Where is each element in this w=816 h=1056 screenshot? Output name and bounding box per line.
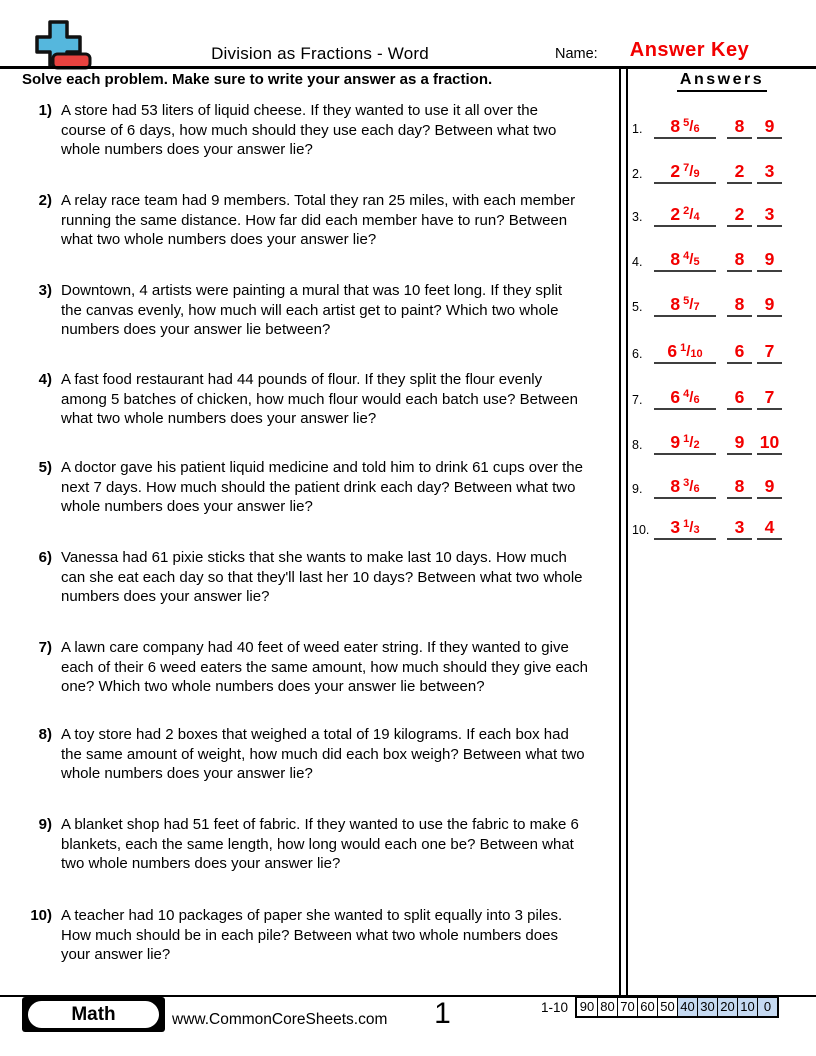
answer-lower-bound: 6	[727, 338, 752, 364]
answer-lower-bound: 8	[727, 291, 752, 317]
answer-number: 2.	[632, 167, 643, 181]
problem-item	[22, 548, 583, 607]
problem-item	[22, 370, 578, 429]
answer-number: 1.	[632, 122, 643, 136]
score-range-label: 1-10	[540, 1000, 568, 1015]
problem-text: A blanket shop had 51 feet of fabric. If they wanted to use the fabric to make 6 blankets, each the same length, how long would each one be? Between what two whole numbers does your answer lie?	[61, 816, 579, 872]
problem-item	[22, 725, 585, 784]
answer-lower-bound: 8	[727, 246, 752, 272]
answer-lower-bound: 8	[727, 113, 752, 139]
answer-number: 7.	[632, 393, 643, 407]
answer-number: 10.	[632, 523, 650, 537]
answer-number: 9.	[632, 482, 643, 496]
score-cell: 20	[717, 998, 737, 1016]
answer-fraction: 3 $^1$ / 3	[654, 514, 716, 540]
subject-badge	[22, 997, 165, 1032]
answer-fraction: 6 $^1$ / 10	[654, 338, 716, 364]
answer-row	[620, 244, 816, 272]
answer-upper-bound: 9	[757, 246, 782, 272]
answer-fraction: 8 $^5$ / 6	[654, 113, 716, 139]
answer-upper-bound: 10	[757, 429, 782, 455]
answer-fraction: 9 $^1$ / 2	[654, 429, 716, 455]
answer-lower-bound: 8	[727, 473, 752, 499]
problem-text: Downtown, 4 artists were painting a mural that was 10 feet long. If they split the canvas evenly, how much will each artist get to paint? Which two whole numbers does your answer lie between?	[61, 282, 563, 338]
answer-lower-bound: 2	[727, 201, 752, 227]
answer-row	[620, 156, 816, 184]
answer-upper-bound: 7	[757, 338, 782, 364]
answer-row	[620, 427, 816, 455]
score-cell: 10	[737, 998, 757, 1016]
answer-lower-bound: 6	[727, 384, 752, 410]
problem-number: 9)	[38, 816, 52, 833]
score-cell: 90	[579, 999, 595, 1014]
score-cell: 40	[677, 998, 697, 1016]
problem-number: 6)	[38, 549, 52, 566]
website-text: www.CommonCoreSheets.com	[172, 1011, 388, 1028]
problem-text: A toy store had 2 boxes that weighed a total of 19 kilograms. If each box had the same amount of weight, how much did each box weigh? Between what two whole numbers does your answer lie?	[61, 726, 585, 782]
problem-item	[22, 281, 562, 340]
answer-upper-bound: 9	[757, 291, 782, 317]
answer-fraction: 2 $^2$ / 4	[654, 201, 716, 227]
answer-upper-bound: 7	[757, 384, 782, 410]
answer-fraction: 8 $^3$ / 6	[654, 473, 716, 499]
answer-row	[620, 199, 816, 227]
answer-lower-bound: 2	[727, 158, 752, 184]
answer-number: 6.	[632, 347, 643, 361]
answer-upper-bound: 3	[757, 158, 782, 184]
header-rule	[0, 66, 816, 69]
problem-number: 8)	[38, 726, 52, 743]
problem-number: 2)	[38, 192, 52, 209]
score-cell: 60	[637, 998, 657, 1016]
problem-text: A lawn care company had 40 feet of weed eater string. If they wanted to give each of their 6 weed eaters the same amount, how much should they give each one? Which two whole numbers does your answer lie between?	[61, 639, 588, 695]
answer-row	[620, 382, 816, 410]
problem-text: Vanessa had 61 pixie sticks that she wants to make last 10 days. How much can she eat each day so that they'll last her 10 days? Between what two whole numbers does your answer lie?	[61, 549, 583, 605]
answer-number: 4.	[632, 255, 643, 269]
answer-number: 3.	[632, 210, 643, 224]
problem-number: 10)	[30, 907, 52, 924]
answer-lower-bound: 9	[727, 429, 752, 455]
score-cell: 0	[757, 998, 777, 1016]
problem-number: 4)	[38, 371, 52, 388]
problem-item	[22, 638, 588, 697]
answer-upper-bound: 3	[757, 201, 782, 227]
score-cell: 70	[617, 998, 637, 1016]
answer-upper-bound: 4	[757, 514, 782, 540]
score-cell: 50	[657, 998, 677, 1016]
score-cell: 80	[597, 998, 617, 1016]
answer-number: 5.	[632, 300, 643, 314]
problem-text: A relay race team had 9 members. Total they ran 25 miles, with each member running the same distance. How far did each member have to run? Between what two whole numbers does your answer lie?	[61, 192, 576, 248]
subject-badge-label: Math	[28, 1001, 159, 1028]
instruction-text: Solve each problem. Make sure to write your answer as a fraction.	[22, 71, 493, 88]
name-label: Name:	[555, 46, 598, 62]
answer-row	[620, 111, 816, 139]
score-cell: 30	[697, 998, 717, 1016]
answer-row	[620, 471, 816, 499]
answer-fraction: 6 $^4$ / 6	[654, 384, 716, 410]
grading-scale-table	[575, 996, 779, 1018]
problem-number: 3)	[38, 282, 52, 299]
problem-text: A store had 53 liters of liquid cheese. If they wanted to use it all over the course of 6 days, how much should they use each day? Between what two whole numbers does your answer lie?	[61, 102, 557, 158]
problem-item	[22, 191, 575, 250]
problem-item	[22, 906, 562, 965]
problem-item	[22, 815, 579, 874]
answer-fraction: 8 $^4$ / 5	[654, 246, 716, 272]
answer-key-label: Answer Key	[629, 39, 750, 61]
problem-text: A fast food restaurant had 44 pounds of flour. If they split the flour evenly among 5 batches of chicken, how much flour would each batch use? Between what two whole numbers does your answer lie?	[61, 371, 578, 427]
answer-lower-bound: 3	[727, 514, 752, 540]
problem-text: A teacher had 10 packages of paper she wanted to split equally into 3 piles. How much should be in each pile? Between what two whole numbers does your answer lie?	[61, 907, 563, 963]
answer-upper-bound: 9	[757, 473, 782, 499]
answer-fraction: 8 $^5$ / 7	[654, 291, 716, 317]
problem-text: A doctor gave his patient liquid medicine and told him to drink 61 cups over the next 7 days. How much should the patient drink each day? Between what two whole numbers does your answer lie?	[61, 459, 583, 515]
page-title: Division as Fractions - Word	[211, 44, 429, 63]
answers-heading: Answers	[628, 71, 816, 92]
problem-number: 1)	[38, 102, 52, 119]
answer-row	[620, 336, 816, 364]
problem-item	[22, 101, 556, 160]
problem-number: 7)	[38, 639, 52, 656]
problem-item	[22, 458, 583, 517]
answer-row	[620, 289, 816, 317]
answer-row	[620, 512, 816, 540]
page-number: 1	[434, 997, 451, 1030]
answer-fraction: 2 $^7$ / 9	[654, 158, 716, 184]
answer-upper-bound: 9	[757, 113, 782, 139]
problem-number: 5)	[38, 459, 52, 476]
answer-number: 8.	[632, 438, 643, 452]
